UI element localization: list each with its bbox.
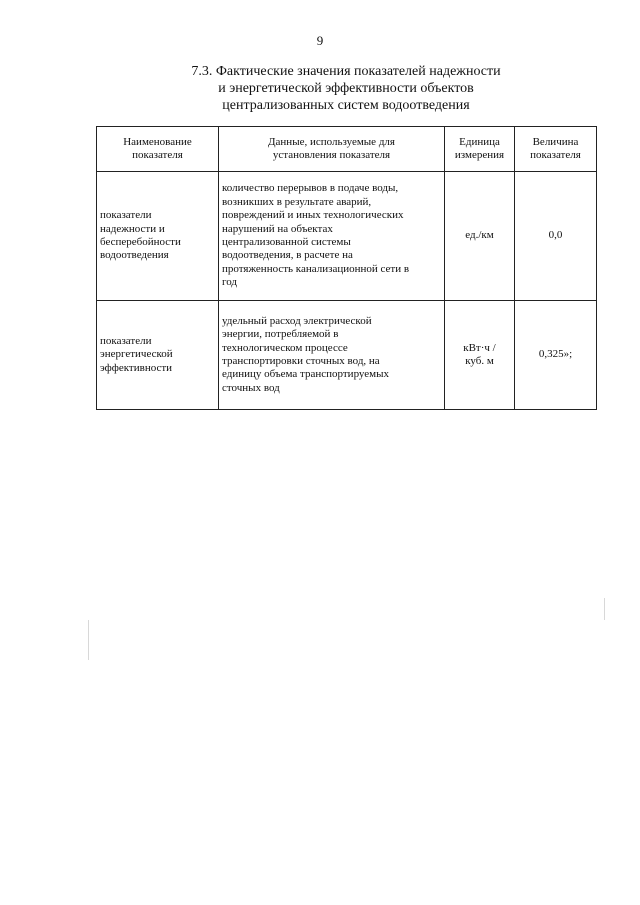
indicator-name-cell bbox=[97, 172, 219, 301]
page-number: 9 bbox=[316, 33, 324, 48]
cell-line: количество перерывов в подаче воды, bbox=[222, 182, 399, 195]
cell-line: бесперебойности bbox=[100, 236, 181, 248]
section-title-line: и энергетической эффективности объектов bbox=[218, 81, 474, 96]
cell-line: показатели bbox=[100, 334, 152, 347]
cell-line: транспортировки сточных вод, на bbox=[222, 355, 380, 367]
cell-line: удельный расход электрической bbox=[222, 314, 372, 327]
cell-line: год bbox=[222, 276, 238, 289]
cell-line: водоотведения bbox=[100, 249, 169, 262]
section-title-line: централизованных систем водоотведения bbox=[222, 98, 470, 113]
indicators-table bbox=[96, 126, 597, 410]
cell-line: энергии, потребляемой в bbox=[222, 328, 339, 341]
cell-line: ед./км bbox=[465, 229, 494, 242]
value-cell: 0,325»; bbox=[515, 301, 597, 410]
table-row bbox=[97, 172, 597, 301]
unit-cell bbox=[445, 301, 515, 410]
header-line: установления показателя bbox=[272, 149, 391, 161]
scan-artifact bbox=[88, 620, 89, 660]
header-unit bbox=[445, 127, 515, 172]
header-line: Величина bbox=[532, 135, 579, 148]
header-line: измерения bbox=[454, 149, 505, 161]
header-line: показателя bbox=[530, 149, 581, 161]
header-line: Наименование bbox=[123, 135, 192, 148]
table-header-row bbox=[97, 127, 597, 172]
cell-line: энергетической bbox=[100, 348, 173, 361]
header-line: Данные, используемые для bbox=[268, 135, 395, 148]
value-cell: 0,0 bbox=[515, 172, 597, 301]
indicator-name-cell bbox=[97, 301, 219, 410]
cell-line: показатели bbox=[100, 209, 152, 222]
cell-line: нарушений на объектах bbox=[222, 222, 333, 235]
header-value bbox=[515, 127, 597, 172]
scan-artifact bbox=[604, 598, 605, 620]
cell-line: сточных вод bbox=[222, 381, 280, 394]
cell-line: повреждений и иных технологических bbox=[222, 209, 404, 222]
cell-line: централизованной системы bbox=[222, 236, 351, 248]
source-data-cell bbox=[219, 172, 445, 301]
source-data-cell bbox=[219, 301, 445, 410]
cell-line: технологическом процессе bbox=[222, 341, 348, 354]
cell-line: кВт·ч / bbox=[463, 341, 496, 354]
cell-line: протяженность канализационной сети в bbox=[222, 262, 410, 275]
header-source-data bbox=[219, 127, 445, 172]
table-row bbox=[97, 301, 597, 410]
cell-line: эффективности bbox=[100, 361, 173, 374]
cell-line: возникших в результате аварий, bbox=[222, 195, 372, 208]
header-indicator-name bbox=[97, 127, 219, 172]
header-line: Единица bbox=[459, 135, 500, 148]
cell-line: водоотведения, в расчете на bbox=[222, 249, 353, 262]
cell-line: надежности и bbox=[100, 222, 165, 235]
cell-line: единицу объема транспортируемых bbox=[222, 368, 390, 381]
section-title bbox=[96, 63, 596, 114]
header-line: показателя bbox=[132, 149, 183, 161]
unit-cell bbox=[445, 172, 515, 301]
section-title-line: 7.3. Фактические значения показателей надежности bbox=[191, 64, 501, 79]
cell-line: куб. м bbox=[465, 355, 494, 367]
